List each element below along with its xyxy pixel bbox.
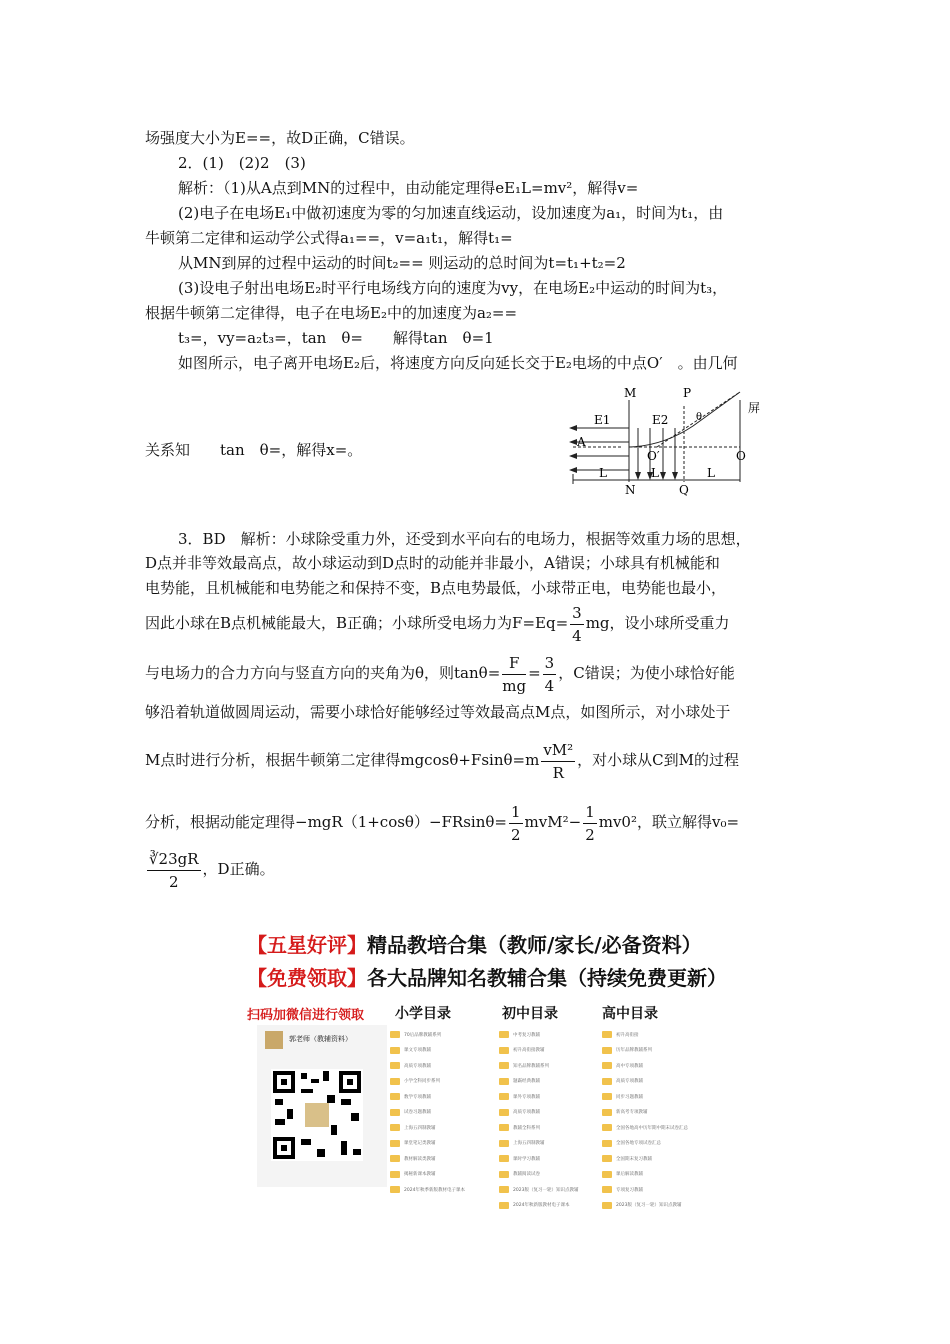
folder-icon bbox=[602, 1031, 612, 1038]
label-l: L bbox=[599, 466, 607, 480]
scan-instruction: 扫码加微信进行领取 bbox=[247, 1008, 365, 1023]
folder-label: 70后品牌教辅系列 bbox=[404, 1032, 442, 1038]
folder-label: 课后解读教辅 bbox=[616, 1172, 643, 1178]
folder-item[interactable] bbox=[499, 1058, 578, 1074]
label-l: L bbox=[651, 466, 659, 480]
folder-icon bbox=[499, 1155, 509, 1162]
folder-item[interactable] bbox=[499, 1027, 578, 1043]
fraction bbox=[541, 739, 575, 784]
folder-icon bbox=[602, 1093, 612, 1100]
col-title-primary: 小学目录 bbox=[395, 1006, 451, 1022]
folder-icon bbox=[390, 1078, 400, 1085]
folder-label: 全国各地高中历年期中期末试卷汇总 bbox=[616, 1125, 688, 1131]
folder-icon bbox=[390, 1140, 400, 1147]
col-title-middle: 初中目录 bbox=[502, 1006, 558, 1022]
numerator: 1 bbox=[509, 801, 523, 824]
folder-item[interactable] bbox=[602, 1136, 688, 1152]
promo-tag: 【免费领取】 bbox=[247, 966, 367, 990]
fraction bbox=[583, 801, 597, 846]
folder-item[interactable] bbox=[390, 1058, 465, 1074]
denominator: mg bbox=[502, 676, 527, 695]
folder-label: 初升高衔接教辅 bbox=[513, 1048, 545, 1054]
folder-label: 全国期末复习教辅 bbox=[616, 1156, 652, 1162]
folder-label: 数学专项教辅 bbox=[404, 1094, 431, 1100]
folder-icon bbox=[602, 1202, 612, 1209]
folder-label: 新高考专项教辅 bbox=[616, 1110, 648, 1116]
folder-icon bbox=[602, 1186, 612, 1193]
folder-label: 全国各地专项试卷汇总 bbox=[616, 1141, 661, 1147]
text-span: mvM²− bbox=[524, 813, 582, 831]
folder-icon bbox=[602, 1047, 612, 1054]
folder-label: 课文专项教辅 bbox=[404, 1048, 431, 1054]
denominator: 4 bbox=[572, 626, 582, 645]
numerator: 1 bbox=[583, 801, 597, 824]
primary-list bbox=[390, 1027, 465, 1198]
folder-icon bbox=[390, 1093, 400, 1100]
folder-icon bbox=[602, 1062, 612, 1069]
folder-label: 教辅全科系列 bbox=[513, 1125, 540, 1131]
folder-label: 2024年秋季新版教材电子课本 bbox=[404, 1187, 465, 1193]
text-line bbox=[145, 846, 275, 893]
text-line: (3)设电子射出电场E₂时平行电场线方向的速度为vy，在电场E₂中运动的时间为t₃， bbox=[178, 279, 728, 297]
folder-item[interactable] bbox=[602, 1182, 688, 1198]
folder-icon bbox=[602, 1109, 612, 1116]
folder-label: 教辅阅读试卷 bbox=[513, 1172, 540, 1178]
folder-icon bbox=[390, 1186, 400, 1193]
promo-title-1 bbox=[247, 929, 702, 958]
fraction bbox=[502, 652, 526, 697]
text-line: 解析：（1)从A点到MN的过程中，由动能定理得eE₁L=mv²，解得v= bbox=[178, 179, 639, 197]
folder-icon bbox=[390, 1062, 400, 1069]
folder-item[interactable] bbox=[602, 1043, 688, 1059]
folder-icon bbox=[602, 1171, 612, 1178]
label-a: A bbox=[577, 435, 586, 449]
label-o: O bbox=[736, 449, 746, 463]
folder-item[interactable] bbox=[499, 1089, 578, 1105]
folder-item[interactable] bbox=[499, 1043, 578, 1059]
folder-item[interactable] bbox=[390, 1105, 465, 1121]
high-list bbox=[602, 1027, 688, 1213]
folder-label: 初升高衔接 bbox=[616, 1032, 639, 1038]
text-span: 与电场力的合力方向与竖直方向的夹角为θ，则tanθ= bbox=[145, 664, 501, 682]
promo-title-2 bbox=[247, 962, 727, 991]
folder-label: 课堂笔记类教辅 bbox=[404, 1141, 436, 1147]
label-o-prime: O′ bbox=[647, 449, 660, 463]
text-line: 如图所示，电子离开电场E₂后，将速度方向反向延长交于E₂电场的中点O′ 。由几何 bbox=[178, 354, 738, 372]
fraction bbox=[509, 801, 523, 846]
folder-item[interactable] bbox=[499, 1182, 578, 1198]
text-span: ，C错误；为使小球恰好能 bbox=[558, 664, 735, 682]
text-span: ，对小球从C到M的过程 bbox=[577, 751, 740, 769]
folder-icon bbox=[390, 1171, 400, 1178]
promo-text: 各大品牌知名教辅合集（持续免费更新） bbox=[367, 966, 727, 990]
folder-icon bbox=[602, 1078, 612, 1085]
folder-label: 上海五四制教辅 bbox=[404, 1125, 436, 1131]
folder-item[interactable] bbox=[499, 1198, 578, 1214]
folder-item[interactable] bbox=[499, 1136, 578, 1152]
label-e1: E1 bbox=[594, 413, 611, 427]
numerator: ∛23gR bbox=[147, 848, 201, 871]
fraction bbox=[543, 652, 557, 697]
text-line: 3．BD 解析：小球除受重力外，还受到水平向右的电场力，根据等效重力场的思想， bbox=[178, 530, 751, 548]
folder-icon bbox=[602, 1155, 612, 1162]
folder-item[interactable] bbox=[499, 1120, 578, 1136]
folder-label: 教材解读类教辅 bbox=[404, 1156, 436, 1162]
label-m: M bbox=[624, 386, 637, 400]
col-title-high: 高中目录 bbox=[602, 1006, 658, 1022]
text-span: ，联立解得v₀= bbox=[637, 813, 740, 831]
folder-label: 历年品牌教辅系列 bbox=[616, 1048, 652, 1054]
text-span: mg，设小球所受重力 bbox=[585, 614, 730, 632]
folder-label: 题霸经典教辅 bbox=[513, 1079, 540, 1085]
folder-icon bbox=[390, 1047, 400, 1054]
folder-label: 课时学习教辅 bbox=[513, 1156, 540, 1162]
label-q: Q bbox=[679, 483, 689, 497]
folder-item[interactable] bbox=[390, 1167, 465, 1183]
folder-item[interactable] bbox=[602, 1120, 688, 1136]
text-line: 电势能，且机械能和电势能之和保持不变，B点电势最低，小球带正电，电势能也最小， bbox=[145, 579, 727, 597]
folder-label: 中考复习教辅 bbox=[513, 1032, 540, 1038]
fraction bbox=[570, 602, 584, 647]
label-p: P bbox=[683, 386, 692, 400]
text-line: 关系知 tan θ=，解得x=。 bbox=[145, 441, 363, 459]
text-line: t₃=，vy=a₂t₃=，tan θ= 解得tan θ=1 bbox=[178, 329, 494, 347]
folder-label: 高中专项教辅 bbox=[616, 1063, 643, 1069]
label-theta: θ bbox=[696, 412, 703, 423]
denominator: 2 bbox=[511, 825, 521, 844]
folder-item[interactable] bbox=[390, 1182, 465, 1198]
promo-tag: 【五星好评】 bbox=[247, 933, 367, 957]
folder-item[interactable] bbox=[390, 1027, 465, 1043]
denominator: 2 bbox=[169, 872, 179, 891]
middle-list bbox=[499, 1027, 578, 1213]
folder-item[interactable] bbox=[390, 1120, 465, 1136]
label-l: L bbox=[707, 466, 715, 480]
text-span: M点时进行分析，根据牛顿第二定律得mgcosθ+Fsinθ=m bbox=[145, 751, 540, 769]
text-line: 够沿着轨道做圆周运动，需要小球恰好能够经过等效最高点M点，如图所示，对小球处于 bbox=[145, 703, 731, 721]
numerator: F bbox=[502, 652, 526, 675]
text-span: 因此小球在B点机械能最大，B正确；小球所受电场力为F=Eq= bbox=[145, 614, 569, 632]
folder-item[interactable] bbox=[499, 1151, 578, 1167]
folder-label: 揭秘新课本教辅 bbox=[404, 1172, 436, 1178]
label-n: N bbox=[625, 483, 636, 497]
folder-item[interactable] bbox=[499, 1074, 578, 1090]
folder-item[interactable] bbox=[602, 1074, 688, 1090]
text-line: 场强度大小为E==，故D正确，C错误。 bbox=[145, 129, 415, 147]
folder-icon bbox=[499, 1093, 509, 1100]
folder-label: 2023版（复习一轮）知识点教辅 bbox=[616, 1203, 682, 1209]
wechat-card[interactable] bbox=[257, 1025, 387, 1187]
folder-label: 高质专项教辅 bbox=[513, 1110, 540, 1116]
folder-item[interactable] bbox=[499, 1167, 578, 1183]
folder-label: 专项复习教辅 bbox=[616, 1187, 643, 1193]
folder-item[interactable] bbox=[602, 1198, 688, 1214]
folder-item[interactable] bbox=[602, 1167, 688, 1183]
text-span: mv0² bbox=[598, 813, 637, 831]
folder-item[interactable] bbox=[602, 1027, 688, 1043]
numerator: 3 bbox=[543, 652, 557, 675]
text-span: 分析，根据动能定理得−mgR（1+cosθ）−FRsinθ= bbox=[145, 813, 507, 831]
folder-icon bbox=[499, 1186, 509, 1193]
label-e2: E2 bbox=[652, 413, 669, 427]
folder-icon bbox=[499, 1031, 509, 1038]
folder-icon bbox=[499, 1124, 509, 1131]
qr-code-icon[interactable] bbox=[271, 1069, 363, 1161]
avatar bbox=[265, 1031, 283, 1049]
folder-label: 试卷习题教辅 bbox=[404, 1110, 431, 1116]
text-line bbox=[145, 600, 730, 647]
folder-icon bbox=[499, 1062, 509, 1069]
text-line: (2)电子在电场E₁中做初速度为零的匀加速直线运动，设加速度为a₁，时间为t₁，由 bbox=[178, 204, 724, 222]
folder-icon bbox=[390, 1155, 400, 1162]
text-line: 与电场力的合力方向与竖直方向的夹角为θ，则tanθ= $\frac{F}{mg}$ = $\frac{3}{4}$ ，C错误；为使小球恰好能 bbox=[145, 653, 735, 695]
physics-diagram bbox=[563, 386, 789, 498]
folder-icon bbox=[499, 1140, 509, 1147]
folder-label: 高质专项教辅 bbox=[616, 1079, 643, 1085]
folder-icon bbox=[499, 1047, 509, 1054]
promo-text: 精品教培合集（教师/家长/必备资料） bbox=[367, 933, 702, 957]
folder-item[interactable] bbox=[602, 1151, 688, 1167]
folder-label: 知名品牌教辅系列 bbox=[513, 1063, 549, 1069]
folder-item[interactable] bbox=[602, 1105, 688, 1121]
folder-label: 上海五四制教辅 bbox=[513, 1141, 545, 1147]
folder-icon bbox=[390, 1109, 400, 1116]
text-line bbox=[145, 799, 739, 846]
numerator: vM² bbox=[541, 739, 575, 762]
fraction bbox=[147, 848, 201, 893]
promo-banner[interactable] bbox=[247, 925, 727, 1209]
folder-item[interactable] bbox=[390, 1043, 465, 1059]
folder-icon bbox=[602, 1140, 612, 1147]
folder-label: 2024年秋新版教材电子课本 bbox=[513, 1203, 570, 1209]
numerator: 3 bbox=[570, 602, 584, 625]
text-span: ，D正确。 bbox=[202, 860, 275, 878]
folder-icon bbox=[390, 1031, 400, 1038]
folder-item[interactable] bbox=[390, 1136, 465, 1152]
folder-label: 小学全科同步系列 bbox=[404, 1079, 440, 1085]
folder-icon bbox=[499, 1078, 509, 1085]
folder-item[interactable] bbox=[390, 1074, 465, 1090]
text-line: 2．(1) (2)2 (3) bbox=[178, 154, 306, 172]
teacher-name: 郭老师（教辅资料） bbox=[289, 1035, 352, 1043]
folder-item[interactable] bbox=[390, 1089, 465, 1105]
folder-icon bbox=[499, 1202, 509, 1209]
label-screen: 屏 bbox=[748, 401, 761, 415]
folder-label: 高质专项教辅 bbox=[404, 1063, 431, 1069]
text-line: 牛顿第二定律和运动学公式得a₁==，v=a₁t₁，解得t₁= bbox=[145, 229, 513, 247]
folder-label: 同步习题教辅 bbox=[616, 1094, 643, 1100]
denominator: 4 bbox=[544, 676, 555, 695]
denominator: 2 bbox=[585, 825, 595, 844]
folder-icon bbox=[499, 1109, 509, 1116]
folder-label: 2023版（复习一轮）知识点教辅 bbox=[513, 1187, 579, 1193]
text-line: 根据牛顿第二定律得，电子在电场E₂中的加速度为a₂== bbox=[145, 304, 518, 322]
folder-item[interactable] bbox=[499, 1105, 578, 1121]
folder-label: 课外专项教辅 bbox=[513, 1094, 540, 1100]
folder-item[interactable] bbox=[602, 1089, 688, 1105]
text-line bbox=[145, 737, 739, 784]
folder-item[interactable] bbox=[602, 1058, 688, 1074]
folder-icon bbox=[499, 1171, 509, 1178]
folder-item[interactable] bbox=[390, 1151, 465, 1167]
folder-icon bbox=[390, 1124, 400, 1131]
text-line: 从MN到屏的过程中运动的时间t₂== 则运动的总时间为t=t₁+t₂=2 bbox=[178, 254, 626, 272]
folder-icon bbox=[602, 1124, 612, 1131]
text-line: D点并非等效最高点，故小球运动到D点时的动能并非最小，A错误；小球具有机械能和 bbox=[145, 554, 720, 572]
denominator: R bbox=[552, 763, 564, 782]
